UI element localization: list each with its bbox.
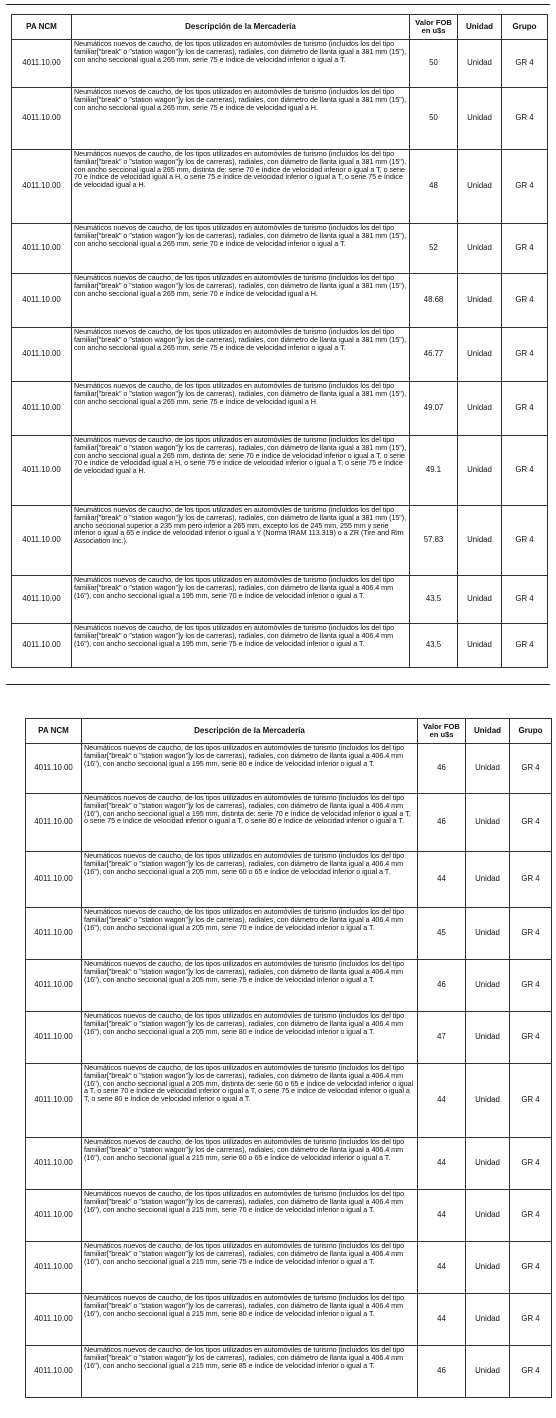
cell-ncm: 4011.10.00 <box>26 1012 82 1064</box>
table-row <box>26 1346 552 1398</box>
cell-grupo: GR 4 <box>502 328 548 382</box>
table-row <box>12 150 548 224</box>
cell-descripcion: Neumáticos nuevos de caucho, de los tipos utilizados en automóviles de turismo (incluidos los del tipo familiar["break" o "station wagon"]y los de carreras), radiales, con diámetro de llanta igual a 406.4 mm (16"), con ancho seccional igual a 195 mm, serie 75 e índice de velocidad inferior o igual a T. <box>72 624 410 668</box>
cell-unidad: Unidad <box>466 1012 510 1064</box>
cell-descripcion: Neumáticos nuevos de caucho, de los tipos utilizados en automóviles de turismo (incluidos los del tipo familiar["break" o "station wagon"]y los de carreras), radiales, con diámetro de llanta igual a 406.4 mm (16"), con ancho seccional igual a 205 mm, serie 75 e índice de velocidad inferior o igual a T. <box>82 960 418 1012</box>
cell-ncm: 4011.10.00 <box>26 794 82 852</box>
cell-unidad: Unidad <box>466 794 510 852</box>
cell-ncm: 4011.10.00 <box>12 224 72 274</box>
cell-ncm: 4011.10.00 <box>12 576 72 624</box>
cell-ncm: 4011.10.00 <box>26 908 82 960</box>
cell-descripcion: Neumáticos nuevos de caucho, de los tipos utilizados en automóviles de turismo (incluidos los del tipo familiar["break" o "station wagon"]y los de carreras), radiales, con diámetro de llanta igual a 381 mm (15"), con ancho seccional igual a 265 mm, distinta de: serie 70 e índice de velocidad inferior o igual a T, o serie 70 e índice de velocidad igual a H, o serie 75 e índice de velocidad inferior o igual a T, o serie 75 e índice de velocidad igual a H. <box>72 436 410 506</box>
table-row <box>26 1190 552 1242</box>
table-row <box>12 624 548 668</box>
cell-valor-fob: 50 <box>410 40 458 88</box>
cell-ncm: 4011.10.00 <box>12 506 72 576</box>
header-grupo: Grupo <box>502 15 548 40</box>
table-row <box>12 436 548 506</box>
header-descripcion: Descripción de la Mercadería <box>72 15 410 40</box>
header-descripcion: Descripción de la Mercadería <box>82 719 418 744</box>
table-row <box>26 794 552 852</box>
cell-ncm: 4011.10.00 <box>12 382 72 436</box>
cell-unidad: Unidad <box>458 382 502 436</box>
cell-valor-fob: 46 <box>418 794 466 852</box>
table-row <box>26 1012 552 1064</box>
cell-unidad: Unidad <box>466 1294 510 1346</box>
table-row <box>26 852 552 908</box>
cell-valor-fob: 50 <box>410 88 458 150</box>
table-row <box>26 960 552 1012</box>
table-row <box>12 224 548 274</box>
cell-ncm: 4011.10.00 <box>12 88 72 150</box>
cell-unidad: Unidad <box>458 40 502 88</box>
cell-descripcion: Neumáticos nuevos de caucho, de los tipos utilizados en automóviles de turismo (incluidos los del tipo familiar["break" o "station wagon"]y los de carreras), radiales, con diámetro de llanta igual a 406.4 mm (16"), con ancho seccional igual a 195 mm, distinta de: serie 70 e índice de velocidad inferior o igual a T, o serie 75 e índice de velocidad inferior o igual a T, o serie 80 e índice de velocidad inferior o igual a T. <box>82 794 418 852</box>
tariff-table-1-frame <box>11 14 547 668</box>
header-valor-fob-line1: Valor FOB <box>423 722 460 732</box>
table-header-row <box>12 15 548 40</box>
header-valor-fob-line2: en u$s <box>421 26 446 35</box>
cell-unidad: Unidad <box>466 960 510 1012</box>
cell-grupo: GR 4 <box>510 1064 552 1138</box>
cell-grupo: GR 4 <box>502 88 548 150</box>
cell-valor-fob: 48 <box>410 150 458 224</box>
cell-grupo: GR 4 <box>502 382 548 436</box>
cell-valor-fob: 43.5 <box>410 624 458 668</box>
cell-grupo: GR 4 <box>502 576 548 624</box>
cell-grupo: GR 4 <box>510 744 552 794</box>
cell-unidad: Unidad <box>458 88 502 150</box>
cell-unidad: Unidad <box>466 1190 510 1242</box>
cell-unidad: Unidad <box>458 506 502 576</box>
cell-descripcion: Neumáticos nuevos de caucho, de los tipos utilizados en automóviles de turismo (incluidos los del tipo familiar["break" o "station wagon"]y los de carreras), radiales, con diámetro de llanta igual a 406.4 mm (16"), con ancho seccional igual a 215 mm, serie 80 e índice de velocidad inferior o igual a T. <box>82 1294 418 1346</box>
cell-unidad: Unidad <box>458 150 502 224</box>
cell-unidad: Unidad <box>466 1346 510 1398</box>
cell-grupo: GR 4 <box>510 852 552 908</box>
cell-ncm: 4011.10.00 <box>12 150 72 224</box>
cell-descripcion: Neumáticos nuevos de caucho, de los tipos utilizados en automóviles de turismo (incluidos los del tipo familiar["break" o "station wagon"]y los de carreras), radiales, con diámetro de llanta igual a 381 mm (15"), con ancho seccional igual a 265 mm, serie 70 e índice de velocidad inferior o igual a T. <box>72 224 410 274</box>
cell-unidad: Unidad <box>458 436 502 506</box>
cell-grupo: GR 4 <box>502 436 548 506</box>
cell-valor-fob: 49.07 <box>410 382 458 436</box>
cell-unidad: Unidad <box>458 274 502 328</box>
table-row <box>26 1064 552 1138</box>
cell-unidad: Unidad <box>466 852 510 908</box>
cell-valor-fob: 44 <box>418 1138 466 1190</box>
cell-valor-fob: 48.68 <box>410 274 458 328</box>
table-row <box>26 1242 552 1294</box>
header-valor-fob <box>410 15 458 40</box>
cell-grupo: GR 4 <box>502 624 548 668</box>
cell-ncm: 4011.10.00 <box>26 1294 82 1346</box>
cell-descripcion: Neumáticos nuevos de caucho, de los tipos utilizados en automóviles de turismo (incluidos los del tipo familiar["break" o "station wagon"]y los de carreras), radiales, con diámetro de llanta igual a 406.4 mm (16"), con ancho seccional igual a 205 mm, serie 70 e índice de velocidad inferior o igual a T. <box>82 908 418 960</box>
cell-descripcion: Neumáticos nuevos de caucho, de los tipos utilizados en automóviles de turismo (incluidos los del tipo familiar["break" o "station wagon"]y los de carreras), radiales, con diámetro de llanta igual a 381 mm (15"), ancho seccional superior a 235 mm pero inferior a 265 mm, excepto los de 245 mm, 255 mm y serie inferior o igual a 65 e índice de velocidad inferior o igual a Y (Norma IRAM 113.319) o a ZR (Tire and Rim Association Inc.). <box>72 506 410 576</box>
table-row <box>12 382 548 436</box>
cell-valor-fob: 47 <box>418 1012 466 1064</box>
cell-valor-fob: 46.77 <box>410 328 458 382</box>
cell-grupo: GR 4 <box>502 506 548 576</box>
cell-unidad: Unidad <box>458 624 502 668</box>
cell-descripcion: Neumáticos nuevos de caucho, de los tipos utilizados en automóviles de turismo (incluidos los del tipo familiar["break" o "station wagon"]y los de carreras), radiales, con diámetro de llanta igual a 406.4 mm (16"), con ancho seccional igual a 195 mm, serie 70 e índice de velocidad inferior o igual a T. <box>72 576 410 624</box>
cell-valor-fob: 44 <box>418 1242 466 1294</box>
cell-grupo: GR 4 <box>510 960 552 1012</box>
cell-unidad: Unidad <box>458 328 502 382</box>
cell-valor-fob: 49.1 <box>410 436 458 506</box>
cell-unidad: Unidad <box>458 576 502 624</box>
cell-ncm: 4011.10.00 <box>26 1346 82 1398</box>
cell-ncm: 4011.10.00 <box>12 624 72 668</box>
cell-descripcion: Neumáticos nuevos de caucho, de los tipos utilizados en automóviles de turismo (incluidos los del tipo familiar["break" o "station wagon"]y los de carreras), radiales, con diámetro de llanta igual a 381 mm (15"), con ancho seccional igual a 265 mm, serie 75 e índice de velocidad igual a H. <box>72 88 410 150</box>
cell-ncm: 4011.10.00 <box>26 1138 82 1190</box>
cell-unidad: Unidad <box>466 1138 510 1190</box>
cell-grupo: GR 4 <box>510 1294 552 1346</box>
cell-ncm: 4011.10.00 <box>26 960 82 1012</box>
table-row <box>12 40 548 88</box>
cell-grupo: GR 4 <box>510 1242 552 1294</box>
cell-unidad: Unidad <box>466 908 510 960</box>
cell-descripcion: Neumáticos nuevos de caucho, de los tipos utilizados en automóviles de turismo (incluidos los del tipo familiar["break" o "station wagon"]y los de carreras), radiales, con diámetro de llanta igual a 381 mm (15"), con ancho seccional igual a 265 mm, serie 70 e índice de velocidad igual a H. <box>72 274 410 328</box>
cell-grupo: GR 4 <box>502 150 548 224</box>
cell-valor-fob: 57.83 <box>410 506 458 576</box>
cell-grupo: GR 4 <box>510 1012 552 1064</box>
table-row <box>26 1138 552 1190</box>
cell-valor-fob: 45 <box>418 908 466 960</box>
cell-valor-fob: 46 <box>418 960 466 1012</box>
cell-grupo: GR 4 <box>510 794 552 852</box>
table-header-row <box>26 719 552 744</box>
cell-unidad: Unidad <box>458 224 502 274</box>
cell-valor-fob: 44 <box>418 1190 466 1242</box>
cell-descripcion: Neumáticos nuevos de caucho, de los tipos utilizados en automóviles de turismo (incluidos los del tipo familiar["break" o "station wagon"]y los de carreras), radiales, con diámetro de llanta igual a 406.4 mm (16"), con ancho seccional igual a 215 mm, serie 85 e índice de velocidad inferior o igual a T. <box>82 1346 418 1398</box>
cell-valor-fob: 46 <box>418 744 466 794</box>
cell-ncm: 4011.10.00 <box>12 328 72 382</box>
cell-grupo: GR 4 <box>502 224 548 274</box>
cell-grupo: GR 4 <box>502 40 548 88</box>
cell-descripcion: Neumáticos nuevos de caucho, de los tipos utilizados en automóviles de turismo (incluidos los del tipo familiar["break" o "station wagon"]y los de carreras), radiales, con diámetro de llanta igual a 381 mm (15"), con ancho seccional igual a 265 mm, serie 75 e índice de velocidad inferior o igual a T. <box>72 40 410 88</box>
cell-ncm: 4011.10.00 <box>26 744 82 794</box>
cell-descripcion: Neumáticos nuevos de caucho, de los tipos utilizados en automóviles de turismo (incluidos los del tipo familiar["break" o "station wagon"]y los de carreras), radiales, con diámetro de llanta igual a 406.4 mm (16"), con ancho seccional igual a 215 mm, serie 70 e índice de velocidad inferior o igual a T. <box>82 1190 418 1242</box>
cell-grupo: GR 4 <box>510 1346 552 1398</box>
table-row <box>12 274 548 328</box>
cell-unidad: Unidad <box>466 1242 510 1294</box>
table-row <box>26 1294 552 1346</box>
cell-grupo: GR 4 <box>510 1190 552 1242</box>
header-valor-fob <box>418 719 466 744</box>
table-row <box>26 908 552 960</box>
cell-valor-fob: 44 <box>418 1064 466 1138</box>
tariff-table-2-frame <box>25 718 551 1398</box>
header-pa-ncm: PA NCM <box>12 15 72 40</box>
cell-descripcion: Neumáticos nuevos de caucho, de los tipos utilizados en automóviles de turismo (incluidos los del tipo familiar["break" o "station wagon"]y los de carreras), radiales, con diámetro de llanta igual a 381 mm (15"), con ancho seccional igual a 265 mm, distinta de: serie 70 e índice de velocidad inferior o igual a T, o serie 70 e índice de velocidad igual a H, o serie 75 e índice de velocidad inferior o igual a T, o serie 75 e índice de velocidad igual a H. <box>72 150 410 224</box>
cell-unidad: Unidad <box>466 1064 510 1138</box>
page-break-rule <box>6 684 550 685</box>
cell-valor-fob: 43.5 <box>410 576 458 624</box>
table-row <box>12 88 548 150</box>
header-valor-fob-line2: en u$s <box>429 730 454 739</box>
table-row <box>12 576 548 624</box>
table-row <box>12 506 548 576</box>
header-unidad: Unidad <box>466 719 510 744</box>
cell-ncm: 4011.10.00 <box>12 436 72 506</box>
cell-descripcion: Neumáticos nuevos de caucho, de los tipos utilizados en automóviles de turismo (incluidos los del tipo familiar["break" o "station wagon"]y los de carreras), radiales, con diámetro de llanta igual a 406.4 mm (16"), con ancho seccional igual a 215 mm, serie 75 e índice de velocidad inferior o igual a T. <box>82 1242 418 1294</box>
cell-grupo: GR 4 <box>510 908 552 960</box>
cell-descripcion: Neumáticos nuevos de caucho, de los tipos utilizados en automóviles de turismo (incluidos los del tipo familiar["break" o "station wagon"]y los de carreras), radiales, con diámetro de llanta igual a 406.4 mm (16"), con ancho seccional igual a 205 mm, serie 60 o 65 e índice de velocidad inferior o igual a T. <box>82 852 418 908</box>
cell-grupo: GR 4 <box>510 1138 552 1190</box>
cell-valor-fob: 44 <box>418 1294 466 1346</box>
cell-descripcion: Neumáticos nuevos de caucho, de los tipos utilizados en automóviles de turismo (incluidos los del tipo familiar["break" o "station wagon"]y los de carreras), radiales, con diámetro de llanta igual a 406.4 mm (16"), con ancho seccional igual a 205 mm, distinta de: serie 60 o 65 e índice de velocidad inferior o igual a T, o serie 70 e índice de velocidad inferior o igual a T, o serie 75 e índice de velocidad inferior o igual a T, o serie 80 e índice de velocidad inferior o igual a T. <box>82 1064 418 1138</box>
cell-descripcion: Neumáticos nuevos de caucho, de los tipos utilizados en automóviles de turismo (incluidos los del tipo familiar["break" o "station wagon"]y los de carreras), radiales, con diámetro de llanta igual a 406.4 mm (16"), con ancho seccional igual a 215 mm, serie 60 o 65 e índice de velocidad inferior o igual a T. <box>82 1138 418 1190</box>
tariff-table-2 <box>25 718 552 1398</box>
page-top-rule <box>6 4 550 5</box>
cell-descripcion: Neumáticos nuevos de caucho, de los tipos utilizados en automóviles de turismo (incluidos los del tipo familiar["break" o "station wagon"]y los de carreras), radiales, con diámetro de llanta igual a 381 mm (15"), con ancho seccional igual a 265 mm, serie 75 e índice de velocidad inferior o igual a T. <box>72 328 410 382</box>
table-row <box>12 328 548 382</box>
cell-ncm: 4011.10.00 <box>12 274 72 328</box>
tariff-table-1 <box>11 14 548 668</box>
header-grupo: Grupo <box>510 719 552 744</box>
header-unidad: Unidad <box>458 15 502 40</box>
header-pa-ncm: PA NCM <box>26 719 82 744</box>
cell-ncm: 4011.10.00 <box>26 1190 82 1242</box>
table-row <box>26 744 552 794</box>
cell-ncm: 4011.10.00 <box>26 1064 82 1138</box>
cell-ncm: 4011.10.00 <box>26 1242 82 1294</box>
header-valor-fob-line1: Valor FOB <box>415 18 452 28</box>
cell-unidad: Unidad <box>466 744 510 794</box>
cell-grupo: GR 4 <box>502 274 548 328</box>
cell-descripcion: Neumáticos nuevos de caucho, de los tipos utilizados en automóviles de turismo (incluidos los del tipo familiar["break" o "station wagon"]y los de carreras), radiales, con diámetro de llanta igual a 406.4 mm (16"), con ancho seccional igual a 195 mm, serie 80 e índice de velocidad inferior o igual a T. <box>82 744 418 794</box>
cell-ncm: 4011.10.00 <box>26 852 82 908</box>
cell-descripcion: Neumáticos nuevos de caucho, de los tipos utilizados en automóviles de turismo (incluidos los del tipo familiar["break" o "station wagon"]y los de carreras), radiales, con diámetro de llanta igual a 381 mm (15"), con ancho seccional igual a 265 mm, serie 75 e índice de velocidad igual a H. <box>72 382 410 436</box>
cell-valor-fob: 52 <box>410 224 458 274</box>
cell-valor-fob: 44 <box>418 852 466 908</box>
cell-valor-fob: 46 <box>418 1346 466 1398</box>
cell-descripcion: Neumáticos nuevos de caucho, de los tipos utilizados en automóviles de turismo (incluidos los del tipo familiar["break" o "station wagon"]y los de carreras), radiales, con diámetro de llanta igual a 406.4 mm (16"), con ancho seccional igual a 205 mm, serie 80 e índice de velocidad inferior o igual a T. <box>82 1012 418 1064</box>
cell-ncm: 4011.10.00 <box>12 40 72 88</box>
